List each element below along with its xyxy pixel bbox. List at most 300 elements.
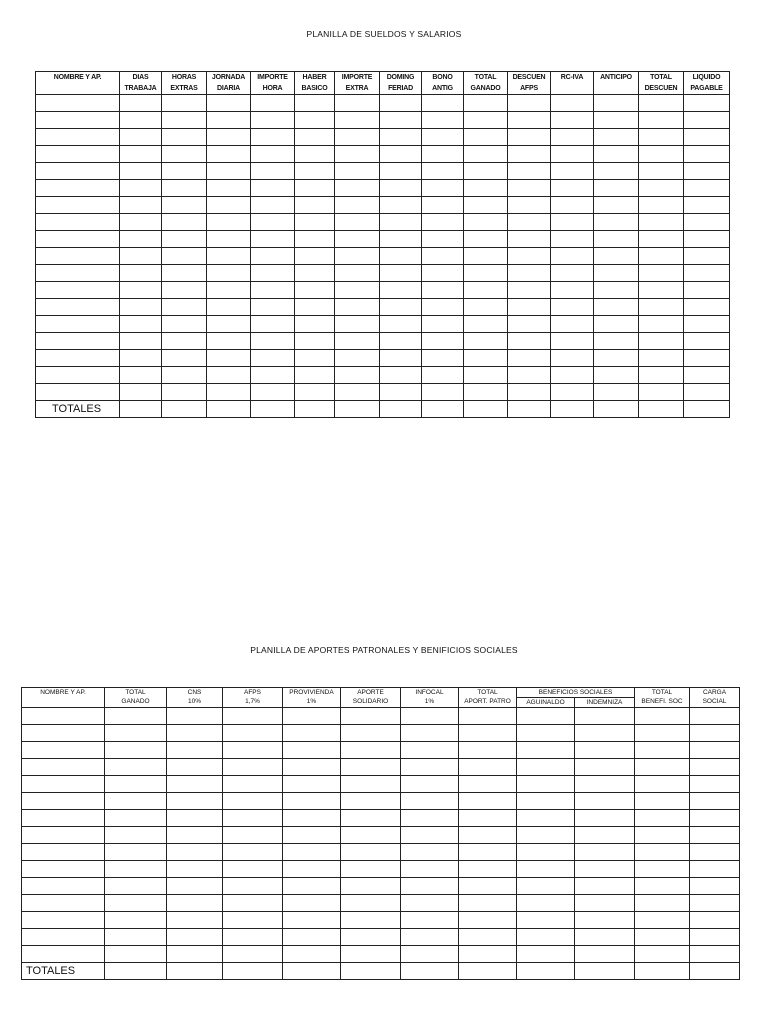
value-cell[interactable] [335,350,380,367]
total-cell[interactable] [283,963,341,980]
value-cell[interactable] [162,299,207,316]
value-cell[interactable] [380,95,422,112]
value-cell[interactable] [551,112,594,129]
value-cell[interactable] [459,793,517,810]
value-cell[interactable] [459,929,517,946]
total-cell[interactable] [551,401,594,418]
value-cell[interactable] [162,367,207,384]
value-cell[interactable] [639,384,684,401]
value-cell[interactable] [251,333,295,350]
value-cell[interactable] [690,929,740,946]
value-cell[interactable] [295,282,335,299]
value-cell[interactable] [635,895,690,912]
value-cell[interactable] [639,95,684,112]
value-cell[interactable] [635,929,690,946]
value-cell[interactable] [575,827,635,844]
value-cell[interactable] [380,367,422,384]
total-cell[interactable] [464,401,508,418]
value-cell[interactable] [380,384,422,401]
value-cell[interactable] [251,316,295,333]
value-cell[interactable] [162,95,207,112]
value-cell[interactable] [380,214,422,231]
value-cell[interactable] [690,827,740,844]
value-cell[interactable] [459,708,517,725]
value-cell[interactable] [401,793,459,810]
value-cell[interactable] [684,299,730,316]
value-cell[interactable] [459,776,517,793]
value-cell[interactable] [380,146,422,163]
value-cell[interactable] [223,793,283,810]
value-cell[interactable] [690,861,740,878]
value-cell[interactable] [517,946,575,963]
value-cell[interactable] [341,861,401,878]
value-cell[interactable] [105,708,167,725]
value-cell[interactable] [335,197,380,214]
total-cell[interactable] [690,963,740,980]
value-cell[interactable] [162,231,207,248]
value-cell[interactable] [223,827,283,844]
value-cell[interactable] [401,776,459,793]
value-cell[interactable] [120,112,162,129]
value-cell[interactable] [422,367,464,384]
value-cell[interactable] [120,299,162,316]
value-cell[interactable] [283,827,341,844]
value-cell[interactable] [639,163,684,180]
value-cell[interactable] [575,912,635,929]
value-cell[interactable] [401,844,459,861]
value-cell[interactable] [464,316,508,333]
value-cell[interactable] [690,844,740,861]
value-cell[interactable] [380,316,422,333]
value-cell[interactable] [635,776,690,793]
name-cell[interactable] [22,895,105,912]
value-cell[interactable] [295,248,335,265]
value-cell[interactable] [207,316,251,333]
value-cell[interactable] [464,95,508,112]
value-cell[interactable] [594,112,639,129]
value-cell[interactable] [223,929,283,946]
value-cell[interactable] [459,946,517,963]
total-cell[interactable] [341,963,401,980]
value-cell[interactable] [422,214,464,231]
value-cell[interactable] [639,265,684,282]
value-cell[interactable] [464,146,508,163]
value-cell[interactable] [207,367,251,384]
total-cell[interactable] [575,963,635,980]
value-cell[interactable] [251,231,295,248]
total-cell[interactable] [105,963,167,980]
value-cell[interactable] [223,810,283,827]
value-cell[interactable] [335,214,380,231]
value-cell[interactable] [167,776,223,793]
total-cell[interactable] [594,401,639,418]
value-cell[interactable] [295,367,335,384]
value-cell[interactable] [575,793,635,810]
value-cell[interactable] [251,265,295,282]
value-cell[interactable] [508,231,551,248]
value-cell[interactable] [207,333,251,350]
value-cell[interactable] [120,231,162,248]
value-cell[interactable] [690,878,740,895]
value-cell[interactable] [639,316,684,333]
value-cell[interactable] [517,878,575,895]
value-cell[interactable] [422,197,464,214]
value-cell[interactable] [341,946,401,963]
total-cell[interactable] [380,401,422,418]
value-cell[interactable] [335,163,380,180]
value-cell[interactable] [295,163,335,180]
name-cell[interactable] [22,929,105,946]
value-cell[interactable] [295,214,335,231]
value-cell[interactable] [684,146,730,163]
value-cell[interactable] [251,214,295,231]
value-cell[interactable] [508,112,551,129]
name-cell[interactable] [36,384,120,401]
value-cell[interactable] [120,316,162,333]
value-cell[interactable] [594,231,639,248]
value-cell[interactable] [508,129,551,146]
value-cell[interactable] [459,725,517,742]
total-cell[interactable] [120,401,162,418]
value-cell[interactable] [341,759,401,776]
value-cell[interactable] [508,350,551,367]
value-cell[interactable] [422,163,464,180]
value-cell[interactable] [283,742,341,759]
value-cell[interactable] [162,214,207,231]
value-cell[interactable] [251,180,295,197]
total-cell[interactable] [223,963,283,980]
value-cell[interactable] [341,844,401,861]
name-cell[interactable] [22,912,105,929]
value-cell[interactable] [635,878,690,895]
total-cell[interactable] [251,401,295,418]
value-cell[interactable] [575,895,635,912]
value-cell[interactable] [207,129,251,146]
value-cell[interactable] [380,248,422,265]
value-cell[interactable] [508,316,551,333]
value-cell[interactable] [105,844,167,861]
value-cell[interactable] [635,844,690,861]
value-cell[interactable] [380,350,422,367]
value-cell[interactable] [207,231,251,248]
value-cell[interactable] [551,333,594,350]
value-cell[interactable] [251,282,295,299]
value-cell[interactable] [508,384,551,401]
value-cell[interactable] [575,861,635,878]
name-cell[interactable] [36,299,120,316]
value-cell[interactable] [635,759,690,776]
value-cell[interactable] [207,146,251,163]
value-cell[interactable] [422,231,464,248]
value-cell[interactable] [684,350,730,367]
value-cell[interactable] [508,299,551,316]
value-cell[interactable] [207,299,251,316]
value-cell[interactable] [464,214,508,231]
value-cell[interactable] [105,861,167,878]
name-cell[interactable] [36,367,120,384]
name-cell[interactable] [22,742,105,759]
total-cell[interactable] [422,401,464,418]
value-cell[interactable] [283,708,341,725]
name-cell[interactable] [36,316,120,333]
name-cell[interactable] [36,214,120,231]
value-cell[interactable] [594,265,639,282]
value-cell[interactable] [401,895,459,912]
value-cell[interactable] [207,197,251,214]
value-cell[interactable] [594,282,639,299]
value-cell[interactable] [639,146,684,163]
value-cell[interactable] [207,265,251,282]
value-cell[interactable] [594,95,639,112]
value-cell[interactable] [635,912,690,929]
value-cell[interactable] [105,776,167,793]
value-cell[interactable] [684,163,730,180]
value-cell[interactable] [401,861,459,878]
value-cell[interactable] [105,878,167,895]
value-cell[interactable] [341,776,401,793]
value-cell[interactable] [162,333,207,350]
value-cell[interactable] [105,912,167,929]
name-cell[interactable] [22,844,105,861]
value-cell[interactable] [380,282,422,299]
value-cell[interactable] [422,265,464,282]
value-cell[interactable] [639,350,684,367]
value-cell[interactable] [517,844,575,861]
value-cell[interactable] [639,214,684,231]
value-cell[interactable] [207,112,251,129]
value-cell[interactable] [575,878,635,895]
value-cell[interactable] [162,146,207,163]
value-cell[interactable] [283,810,341,827]
value-cell[interactable] [517,776,575,793]
value-cell[interactable] [251,384,295,401]
value-cell[interactable] [459,844,517,861]
value-cell[interactable] [120,248,162,265]
value-cell[interactable] [551,299,594,316]
value-cell[interactable] [335,95,380,112]
value-cell[interactable] [162,282,207,299]
name-cell[interactable] [22,861,105,878]
total-cell[interactable] [162,401,207,418]
value-cell[interactable] [335,146,380,163]
value-cell[interactable] [335,265,380,282]
value-cell[interactable] [594,384,639,401]
value-cell[interactable] [251,146,295,163]
value-cell[interactable] [575,725,635,742]
value-cell[interactable] [639,248,684,265]
value-cell[interactable] [684,197,730,214]
value-cell[interactable] [551,146,594,163]
value-cell[interactable] [283,895,341,912]
value-cell[interactable] [551,163,594,180]
value-cell[interactable] [459,912,517,929]
value-cell[interactable] [162,265,207,282]
value-cell[interactable] [401,929,459,946]
value-cell[interactable] [167,827,223,844]
value-cell[interactable] [380,333,422,350]
name-cell[interactable] [36,112,120,129]
value-cell[interactable] [341,793,401,810]
value-cell[interactable] [635,810,690,827]
value-cell[interactable] [167,878,223,895]
name-cell[interactable] [36,197,120,214]
value-cell[interactable] [251,367,295,384]
value-cell[interactable] [684,367,730,384]
value-cell[interactable] [551,265,594,282]
value-cell[interactable] [251,248,295,265]
value-cell[interactable] [508,163,551,180]
value-cell[interactable] [690,946,740,963]
total-cell[interactable] [207,401,251,418]
value-cell[interactable] [120,197,162,214]
value-cell[interactable] [105,742,167,759]
value-cell[interactable] [422,333,464,350]
value-cell[interactable] [594,180,639,197]
value-cell[interactable] [422,180,464,197]
value-cell[interactable] [551,95,594,112]
value-cell[interactable] [167,708,223,725]
value-cell[interactable] [295,129,335,146]
value-cell[interactable] [207,248,251,265]
value-cell[interactable] [283,725,341,742]
value-cell[interactable] [167,725,223,742]
value-cell[interactable] [517,810,575,827]
value-cell[interactable] [162,163,207,180]
value-cell[interactable] [517,742,575,759]
value-cell[interactable] [517,827,575,844]
value-cell[interactable] [120,350,162,367]
value-cell[interactable] [335,129,380,146]
value-cell[interactable] [575,929,635,946]
value-cell[interactable] [639,197,684,214]
value-cell[interactable] [162,248,207,265]
value-cell[interactable] [459,827,517,844]
value-cell[interactable] [380,299,422,316]
value-cell[interactable] [401,725,459,742]
total-cell[interactable] [295,401,335,418]
value-cell[interactable] [575,810,635,827]
value-cell[interactable] [295,384,335,401]
value-cell[interactable] [551,214,594,231]
value-cell[interactable] [295,350,335,367]
value-cell[interactable] [167,742,223,759]
value-cell[interactable] [594,146,639,163]
value-cell[interactable] [517,708,575,725]
value-cell[interactable] [459,742,517,759]
value-cell[interactable] [341,895,401,912]
value-cell[interactable] [422,146,464,163]
value-cell[interactable] [341,878,401,895]
value-cell[interactable] [594,197,639,214]
value-cell[interactable] [639,333,684,350]
value-cell[interactable] [551,350,594,367]
value-cell[interactable] [575,742,635,759]
value-cell[interactable] [283,878,341,895]
value-cell[interactable] [120,384,162,401]
total-cell[interactable] [459,963,517,980]
value-cell[interactable] [684,265,730,282]
value-cell[interactable] [551,129,594,146]
value-cell[interactable] [223,895,283,912]
value-cell[interactable] [207,180,251,197]
name-cell[interactable] [22,776,105,793]
value-cell[interactable] [341,708,401,725]
value-cell[interactable] [551,282,594,299]
value-cell[interactable] [464,299,508,316]
value-cell[interactable] [207,384,251,401]
value-cell[interactable] [594,163,639,180]
value-cell[interactable] [635,946,690,963]
value-cell[interactable] [575,708,635,725]
value-cell[interactable] [690,759,740,776]
value-cell[interactable] [464,180,508,197]
value-cell[interactable] [223,708,283,725]
total-cell[interactable] [684,401,730,418]
value-cell[interactable] [635,861,690,878]
name-cell[interactable] [36,163,120,180]
value-cell[interactable] [684,333,730,350]
value-cell[interactable] [575,776,635,793]
value-cell[interactable] [162,180,207,197]
value-cell[interactable] [335,282,380,299]
value-cell[interactable] [223,946,283,963]
value-cell[interactable] [335,180,380,197]
value-cell[interactable] [551,367,594,384]
value-cell[interactable] [517,895,575,912]
value-cell[interactable] [335,384,380,401]
value-cell[interactable] [517,759,575,776]
value-cell[interactable] [464,265,508,282]
value-cell[interactable] [167,810,223,827]
name-cell[interactable] [22,725,105,742]
value-cell[interactable] [251,197,295,214]
value-cell[interactable] [459,810,517,827]
value-cell[interactable] [508,282,551,299]
value-cell[interactable] [401,708,459,725]
value-cell[interactable] [162,197,207,214]
value-cell[interactable] [401,827,459,844]
value-cell[interactable] [517,793,575,810]
value-cell[interactable] [684,214,730,231]
total-cell[interactable] [639,401,684,418]
value-cell[interactable] [690,725,740,742]
value-cell[interactable] [380,197,422,214]
value-cell[interactable] [120,163,162,180]
value-cell[interactable] [207,163,251,180]
value-cell[interactable] [335,316,380,333]
name-cell[interactable] [22,708,105,725]
value-cell[interactable] [223,878,283,895]
value-cell[interactable] [401,742,459,759]
value-cell[interactable] [639,180,684,197]
name-cell[interactable] [36,350,120,367]
value-cell[interactable] [207,350,251,367]
value-cell[interactable] [283,861,341,878]
value-cell[interactable] [295,146,335,163]
value-cell[interactable] [639,367,684,384]
name-cell[interactable] [36,129,120,146]
value-cell[interactable] [207,282,251,299]
value-cell[interactable] [380,231,422,248]
value-cell[interactable] [223,776,283,793]
value-cell[interactable] [380,112,422,129]
name-cell[interactable] [36,146,120,163]
value-cell[interactable] [575,759,635,776]
value-cell[interactable] [120,146,162,163]
value-cell[interactable] [251,350,295,367]
value-cell[interactable] [464,197,508,214]
value-cell[interactable] [635,827,690,844]
